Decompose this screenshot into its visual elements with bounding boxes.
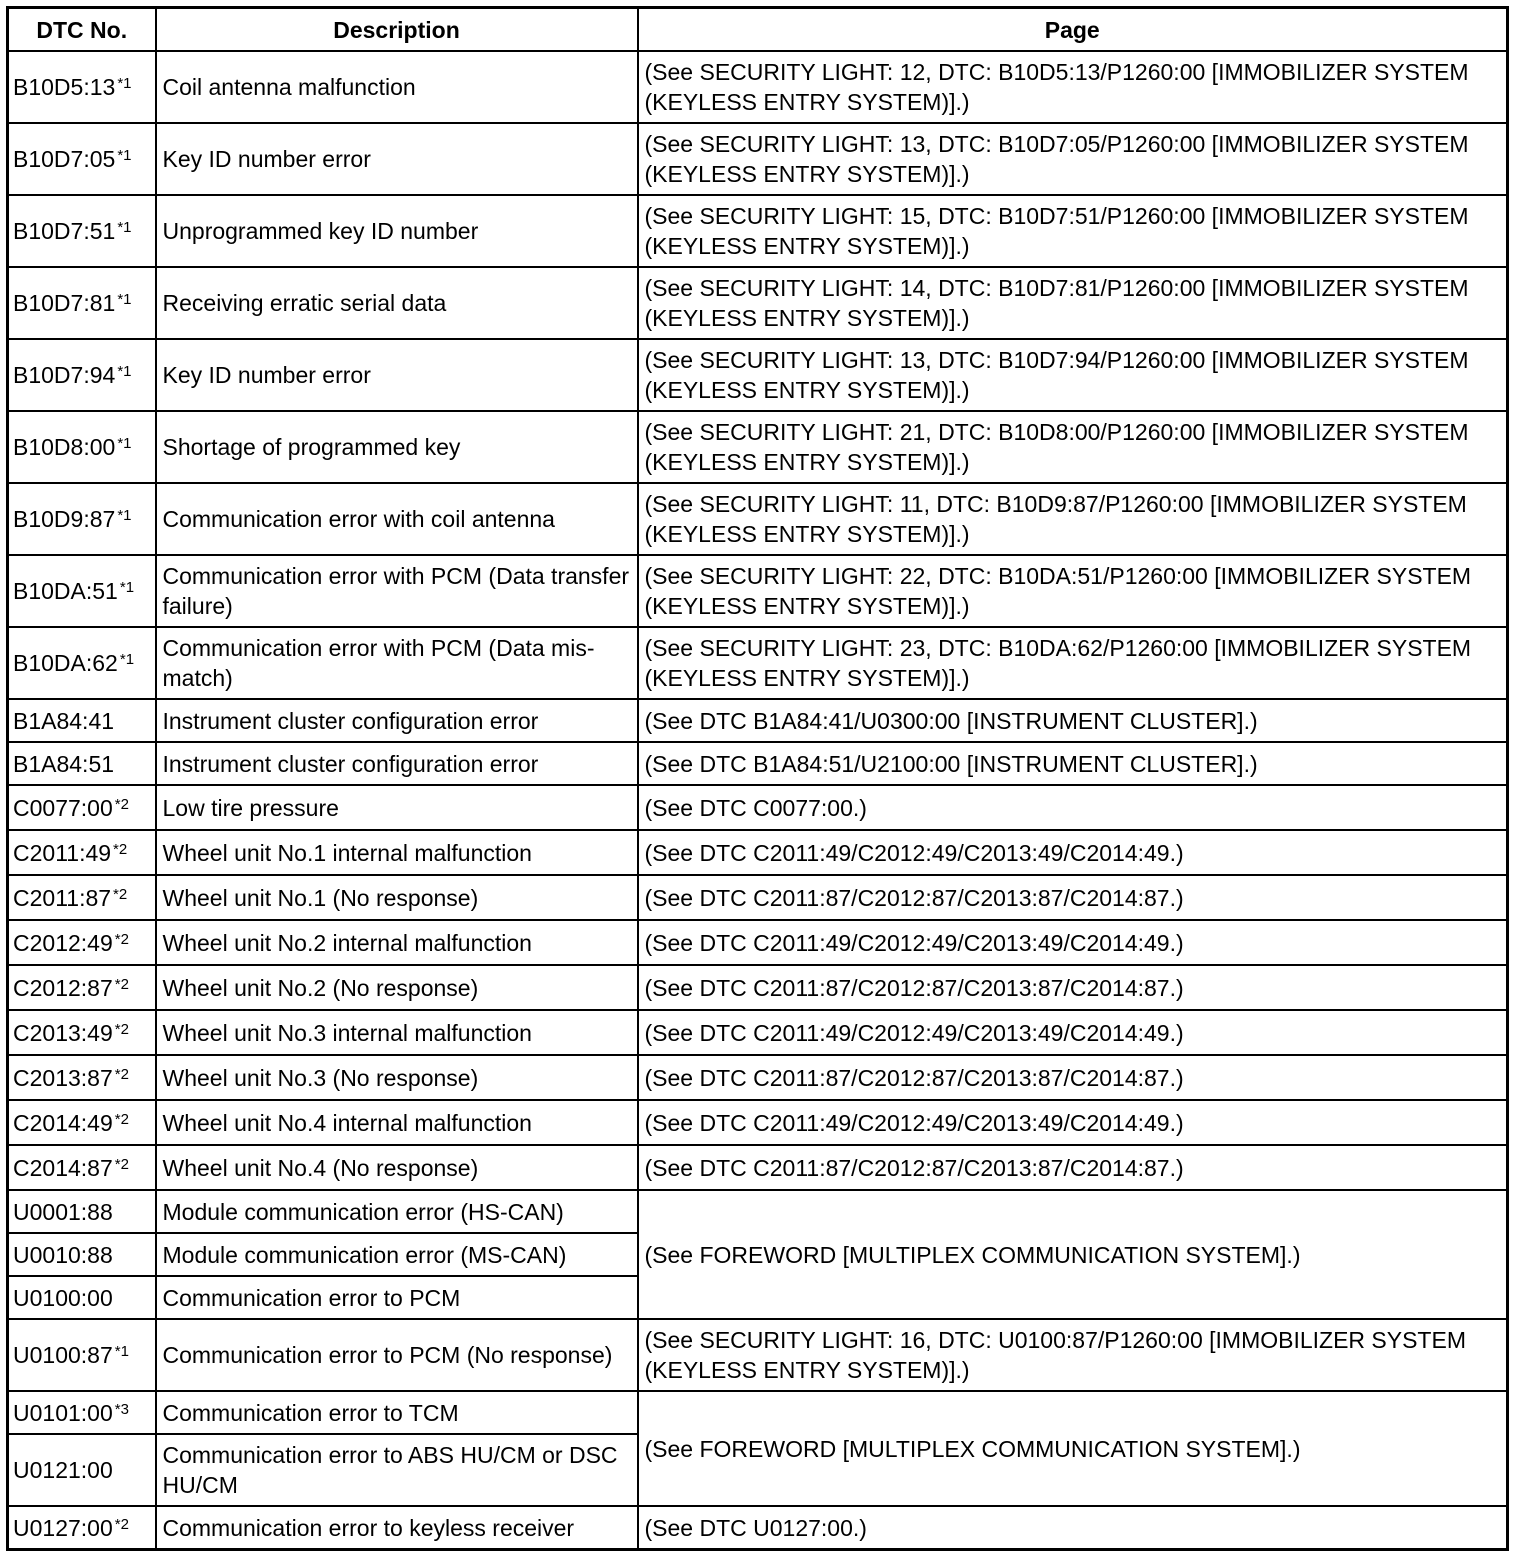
footnote-mark: *1 — [117, 507, 132, 524]
page-reference: (See SECURITY LIGHT: 22, DTC: B10DA:51/P1260:00 [IMMOBILIZER SYSTEM (KEYLESS ENTRY SYSTEM)].) — [638, 555, 1508, 627]
page-reference: (See DTC B1A84:51/U2100:00 [INSTRUMENT CLUSTER].) — [638, 742, 1508, 785]
table-row — [8, 875, 1508, 920]
table-header-row — [8, 8, 1508, 52]
dtc-cell — [8, 830, 156, 875]
page-reference: (See DTC C2011:49/C2012:49/C2013:49/C2014:49.) — [638, 1010, 1508, 1055]
description-cell: Communication error to keyless receiver — [156, 1506, 638, 1550]
description-cell: Instrument cluster configuration error — [156, 699, 638, 742]
page-reference: (See DTC C2011:87/C2012:87/C2013:87/C2014:87.) — [638, 875, 1508, 920]
table-row — [8, 267, 1508, 339]
description-cell: Module communication error (HS-CAN) — [156, 1190, 638, 1233]
page-reference: (See DTC U0127:00.) — [638, 1506, 1508, 1550]
description-cell: Low tire pressure — [156, 785, 638, 830]
dtc-cell — [8, 785, 156, 830]
page-reference: (See DTC B1A84:41/U0300:00 [INSTRUMENT CLUSTER].) — [638, 699, 1508, 742]
table-row — [8, 785, 1508, 830]
footnote-mark: *2 — [114, 930, 129, 948]
page-reference: (See SECURITY LIGHT: 21, DTC: B10D8:00/P1260:00 [IMMOBILIZER SYSTEM (KEYLESS ENTRY SYSTEM)].) — [638, 411, 1508, 483]
dtc-code: B10D7:51 — [13, 218, 116, 244]
table-row — [8, 51, 1508, 123]
dtc-cell — [8, 1055, 156, 1100]
dtc-code: U0010:88 — [13, 1241, 113, 1268]
footnote-mark: *1 — [117, 75, 132, 92]
page-reference: (See DTC C2011:49/C2012:49/C2013:49/C2014:49.) — [638, 830, 1508, 875]
dtc-code: U0101:00 — [13, 1399, 113, 1426]
footnote-mark: *2 — [113, 885, 128, 903]
description-cell: Shortage of programmed key — [156, 411, 638, 483]
dtc-cell — [8, 1233, 156, 1276]
table-row — [8, 483, 1508, 555]
page-reference: (See SECURITY LIGHT: 12, DTC: B10D5:13/P1260:00 [IMMOBILIZER SYSTEM (KEYLESS ENTRY SYSTEM)].) — [638, 51, 1508, 123]
description-cell: Wheel unit No.2 (No response) — [156, 965, 638, 1010]
dtc-code: U0121:00 — [13, 1457, 113, 1483]
page-reference: (See FOREWORD [MULTIPLEX COMMUNICATION SYSTEM].) — [638, 1391, 1508, 1506]
dtc-cell — [8, 1506, 156, 1550]
footnote-mark: *2 — [114, 1155, 129, 1173]
dtc-table-container — [6, 6, 1509, 1551]
dtc-cell — [8, 411, 156, 483]
dtc-code: B10DA:51 — [13, 578, 118, 604]
page-reference: (See FOREWORD [MULTIPLEX COMMUNICATION SYSTEM].) — [638, 1190, 1508, 1319]
description-cell: Communication error with PCM (Data transfer failure) — [156, 555, 638, 627]
dtc-code: B10D8:00 — [13, 434, 116, 460]
dtc-code: C2014:87 — [13, 1154, 113, 1181]
description-cell: Wheel unit No.3 internal malfunction — [156, 1010, 638, 1055]
description-cell: Communication error to PCM — [156, 1276, 638, 1319]
table-row — [8, 555, 1508, 627]
description-cell: Unprogrammed key ID number — [156, 195, 638, 267]
description-cell: Wheel unit No.2 internal malfunction — [156, 920, 638, 965]
table-row — [8, 920, 1508, 965]
dtc-code: C2013:87 — [13, 1064, 113, 1091]
dtc-code: B1A84:51 — [13, 750, 115, 777]
page-reference: (See DTC C2011:87/C2012:87/C2013:87/C2014:87.) — [638, 1055, 1508, 1100]
description-cell: Receiving erratic serial data — [156, 267, 638, 339]
description-cell: Instrument cluster configuration error — [156, 742, 638, 785]
footnote-mark: *1 — [117, 363, 132, 380]
dtc-cell — [8, 1276, 156, 1319]
dtc-code: C2011:49 — [13, 839, 112, 866]
dtc-cell — [8, 920, 156, 965]
description-cell: Wheel unit No.1 internal malfunction — [156, 830, 638, 875]
table-row — [8, 830, 1508, 875]
page-reference: (See SECURITY LIGHT: 15, DTC: B10D7:51/P1260:00 [IMMOBILIZER SYSTEM (KEYLESS ENTRY SYSTEM)].) — [638, 195, 1508, 267]
header-description: Description — [156, 8, 638, 52]
footnote-mark: *2 — [114, 1020, 129, 1038]
description-cell: Wheel unit No.4 internal malfunction — [156, 1100, 638, 1145]
footnote-mark: *1 — [114, 1343, 129, 1360]
footnote-mark: *2 — [114, 975, 129, 993]
description-cell: Wheel unit No.1 (No response) — [156, 875, 638, 920]
page-reference: (See SECURITY LIGHT: 23, DTC: B10DA:62/P1260:00 [IMMOBILIZER SYSTEM (KEYLESS ENTRY SYSTEM)].) — [638, 627, 1508, 699]
footnote-mark: *2 — [114, 1110, 129, 1128]
dtc-code: B10D7:94 — [13, 362, 116, 388]
description-cell: Key ID number error — [156, 339, 638, 411]
table-row — [8, 699, 1508, 742]
page-reference: (See DTC C2011:49/C2012:49/C2013:49/C2014:49.) — [638, 1100, 1508, 1145]
dtc-code: U0127:00 — [13, 1514, 113, 1541]
dtc-cell — [8, 339, 156, 411]
dtc-code: C2012:87 — [13, 974, 113, 1001]
dtc-cell — [8, 1319, 156, 1391]
description-cell: Communication error to ABS HU/CM or DSC HU/CM — [156, 1434, 638, 1506]
dtc-code: B1A84:41 — [13, 707, 115, 734]
page-reference: (See DTC C2011:87/C2012:87/C2013:87/C2014:87.) — [638, 965, 1508, 1010]
dtc-code: B10DA:62 — [13, 650, 118, 676]
page-reference: (See SECURITY LIGHT: 13, DTC: B10D7:94/P1260:00 [IMMOBILIZER SYSTEM (KEYLESS ENTRY SYSTEM)].) — [638, 339, 1508, 411]
dtc-cell — [8, 483, 156, 555]
table-row — [8, 411, 1508, 483]
dtc-code: B10D7:81 — [13, 290, 116, 316]
dtc-cell — [8, 1391, 156, 1434]
table-row — [8, 1100, 1508, 1145]
description-cell: Communication error to PCM (No response) — [156, 1319, 638, 1391]
dtc-cell — [8, 1434, 156, 1506]
dtc-cell — [8, 627, 156, 699]
table-row — [8, 1391, 1508, 1434]
page-reference: (See SECURITY LIGHT: 14, DTC: B10D7:81/P1260:00 [IMMOBILIZER SYSTEM (KEYLESS ENTRY SYSTEM)].) — [638, 267, 1508, 339]
table-row — [8, 1055, 1508, 1100]
table-row — [8, 1190, 1508, 1233]
footnote-mark: *2 — [114, 795, 129, 813]
dtc-cell — [8, 965, 156, 1010]
dtc-code: C0077:00 — [13, 794, 113, 821]
description-cell: Key ID number error — [156, 123, 638, 195]
dtc-cell — [8, 267, 156, 339]
page-reference: (See DTC C2011:49/C2012:49/C2013:49/C2014:49.) — [638, 920, 1508, 965]
dtc-cell — [8, 875, 156, 920]
dtc-cell — [8, 699, 156, 742]
footnote-mark: *3 — [114, 1400, 129, 1418]
table-row — [8, 1506, 1508, 1550]
dtc-cell — [8, 195, 156, 267]
page-reference: (See SECURITY LIGHT: 11, DTC: B10D9:87/P1260:00 [IMMOBILIZER SYSTEM (KEYLESS ENTRY SYSTEM)].) — [638, 483, 1508, 555]
page-reference: (See SECURITY LIGHT: 16, DTC: U0100:87/P1260:00 [IMMOBILIZER SYSTEM (KEYLESS ENTRY SYSTEM)].) — [638, 1319, 1508, 1391]
page-reference: (See DTC C2011:87/C2012:87/C2013:87/C2014:87.) — [638, 1145, 1508, 1190]
description-cell: Communication error to TCM — [156, 1391, 638, 1434]
table-row — [8, 1319, 1508, 1391]
header-dtc-no: DTC No. — [8, 8, 156, 52]
footnote-mark: *2 — [114, 1065, 129, 1083]
description-cell: Wheel unit No.3 (No response) — [156, 1055, 638, 1100]
dtc-cell — [8, 1100, 156, 1145]
table-row — [8, 1145, 1508, 1190]
page-reference: (See DTC C0077:00.) — [638, 785, 1508, 830]
dtc-code: C2014:49 — [13, 1109, 113, 1136]
footnote-mark: *1 — [117, 435, 132, 452]
footnote-mark: *1 — [117, 291, 132, 308]
table-row — [8, 742, 1508, 785]
description-cell: Communication error with coil antenna — [156, 483, 638, 555]
dtc-code: B10D9:87 — [13, 506, 116, 532]
table-row — [8, 195, 1508, 267]
footnote-mark: *1 — [117, 219, 132, 236]
dtc-code: U0001:88 — [13, 1198, 113, 1225]
dtc-code: C2012:49 — [13, 929, 113, 956]
dtc-cell — [8, 1190, 156, 1233]
dtc-code: B10D5:13 — [13, 74, 116, 100]
header-page: Page — [638, 8, 1508, 52]
dtc-cell — [8, 555, 156, 627]
dtc-cell — [8, 1010, 156, 1055]
table-row — [8, 627, 1508, 699]
dtc-cell — [8, 123, 156, 195]
table-row — [8, 339, 1508, 411]
dtc-cell — [8, 1145, 156, 1190]
description-cell: Wheel unit No.4 (No response) — [156, 1145, 638, 1190]
dtc-code: C2013:49 — [13, 1019, 113, 1046]
description-cell: Communication error with PCM (Data mis-match) — [156, 627, 638, 699]
description-cell: Module communication error (MS-CAN) — [156, 1233, 638, 1276]
dtc-code: U0100:00 — [13, 1284, 113, 1311]
page-reference: (See SECURITY LIGHT: 13, DTC: B10D7:05/P1260:00 [IMMOBILIZER SYSTEM (KEYLESS ENTRY SYSTEM)].) — [638, 123, 1508, 195]
table-row — [8, 965, 1508, 1010]
dtc-code: U0100:87 — [13, 1342, 113, 1368]
footnote-mark: *2 — [113, 840, 128, 858]
dtc-code: B10D7:05 — [13, 146, 116, 172]
dtc-cell — [8, 51, 156, 123]
dtc-table — [6, 6, 1509, 1551]
footnote-mark: *1 — [119, 651, 135, 668]
footnote-mark: *1 — [117, 147, 132, 164]
dtc-cell — [8, 742, 156, 785]
table-row — [8, 123, 1508, 195]
dtc-code: C2011:87 — [13, 884, 112, 911]
table-row — [8, 1010, 1508, 1055]
description-cell: Coil antenna malfunction — [156, 51, 638, 123]
footnote-mark: *2 — [114, 1515, 129, 1533]
footnote-mark: *1 — [119, 579, 135, 596]
